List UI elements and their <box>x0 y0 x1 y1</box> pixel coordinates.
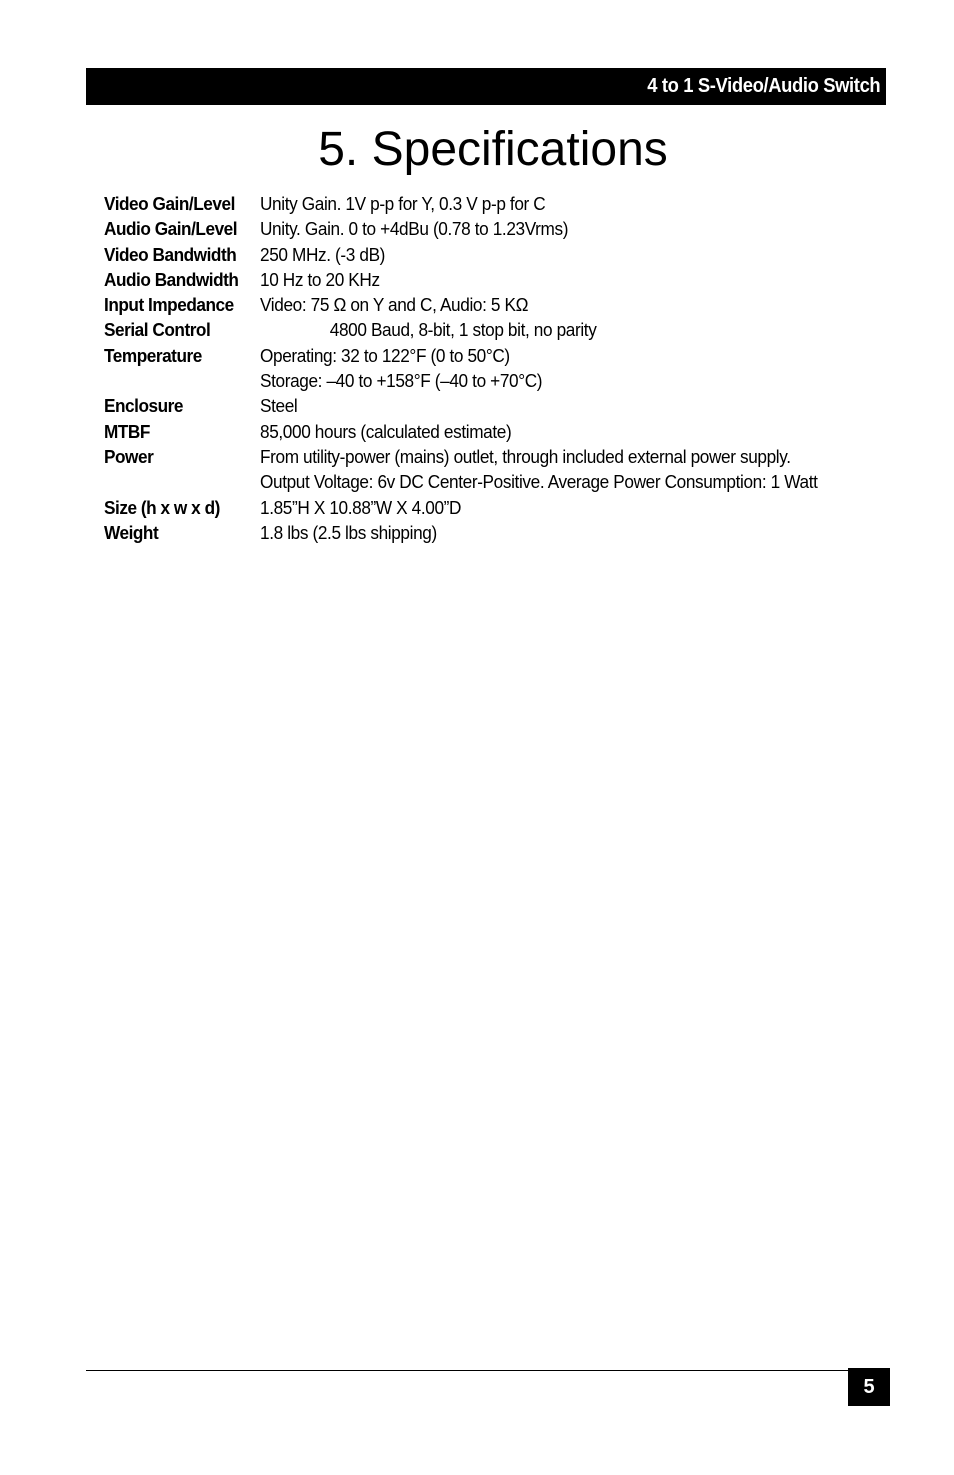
spec-value <box>260 191 884 216</box>
spec-label: Video Gain/Level <box>104 193 235 214</box>
spec-label: Power <box>104 445 154 467</box>
spec-value <box>260 292 884 317</box>
spec-label: Enclosure <box>104 395 184 417</box>
spec-row-mtbf <box>104 419 884 444</box>
spec-row-temperature <box>104 343 884 394</box>
header-bar <box>86 68 886 105</box>
page-number: 5 <box>848 1368 890 1406</box>
spec-value-line: Video: 75 Ω on Y and C, Audio: 5 KΩ <box>260 294 529 316</box>
spec-value <box>260 419 884 444</box>
spec-table <box>104 191 884 545</box>
spec-value <box>260 242 884 267</box>
header-title: 4 to 1 S-Video/Audio Switch <box>646 75 880 97</box>
footer-rule <box>86 1370 848 1371</box>
spec-row-input-impedance <box>104 292 884 317</box>
spec-value-line: From utility-power (mains) outlet, through included external power supply. <box>260 445 791 467</box>
spec-value <box>260 495 884 520</box>
spec-value <box>260 444 884 495</box>
spec-value-line: 4800 Baud, 8-bit, 1 stop bit, no parity <box>329 319 597 341</box>
spec-row-video-gain <box>104 191 884 216</box>
spec-value <box>260 393 884 418</box>
spec-value-line: Output Voltage: 6v DC Center-Positive. Average Power Consumption: 1 Watt <box>260 471 818 493</box>
spec-row-audio-bandwidth <box>104 267 884 292</box>
spec-value-line: Unity Gain. 1V p-p for Y, 0.3 V p-p for C <box>260 193 546 214</box>
spec-value-line: Operating: 32 to 122°F (0 to 50°C) <box>260 344 510 366</box>
spec-label: Serial Control <box>104 319 211 341</box>
spec-row-enclosure <box>104 393 884 418</box>
spec-value <box>260 267 884 292</box>
spec-value <box>260 520 884 545</box>
spec-label: Audio Gain/Level <box>104 218 238 240</box>
spec-label: Video Bandwidth <box>104 243 237 265</box>
spec-label: Size (h x w x d) <box>104 496 220 518</box>
page-title: 5. Specifications <box>318 123 668 176</box>
spec-row-size <box>104 495 884 520</box>
spec-value <box>260 317 884 342</box>
spec-value-line: 10 Hz to 20 KHz <box>260 268 380 290</box>
spec-value-line: Steel <box>260 395 298 417</box>
spec-label: Input Impedance <box>104 294 234 316</box>
spec-value-line: 1.8 lbs (2.5 lbs shipping) <box>260 521 437 543</box>
spec-value-line: 1.85”H X 10.88”W X 4.00”D <box>260 496 462 518</box>
spec-row-power <box>104 444 884 495</box>
spec-value-line: Unity. Gain. 0 to +4dBu (0.78 to 1.23Vrms) <box>260 218 569 240</box>
spec-value <box>260 343 884 394</box>
spec-value-line: 250 MHz. (-3 dB) <box>260 243 386 265</box>
spec-label: Weight <box>104 521 159 543</box>
spec-label: Audio Bandwidth <box>104 268 239 290</box>
spec-label: MTBF <box>104 420 150 442</box>
spec-value-line: 85,000 hours (calculated estimate) <box>260 420 512 442</box>
spec-row-weight <box>104 520 884 545</box>
spec-row-serial-control <box>104 317 884 342</box>
spec-value-line: Storage: –40 to +158°F (–40 to +70°C) <box>260 370 543 392</box>
spec-label: Temperature <box>104 344 202 366</box>
spec-row-video-bandwidth <box>104 242 884 267</box>
spec-value <box>260 216 884 241</box>
spec-row-audio-gain <box>104 216 884 241</box>
